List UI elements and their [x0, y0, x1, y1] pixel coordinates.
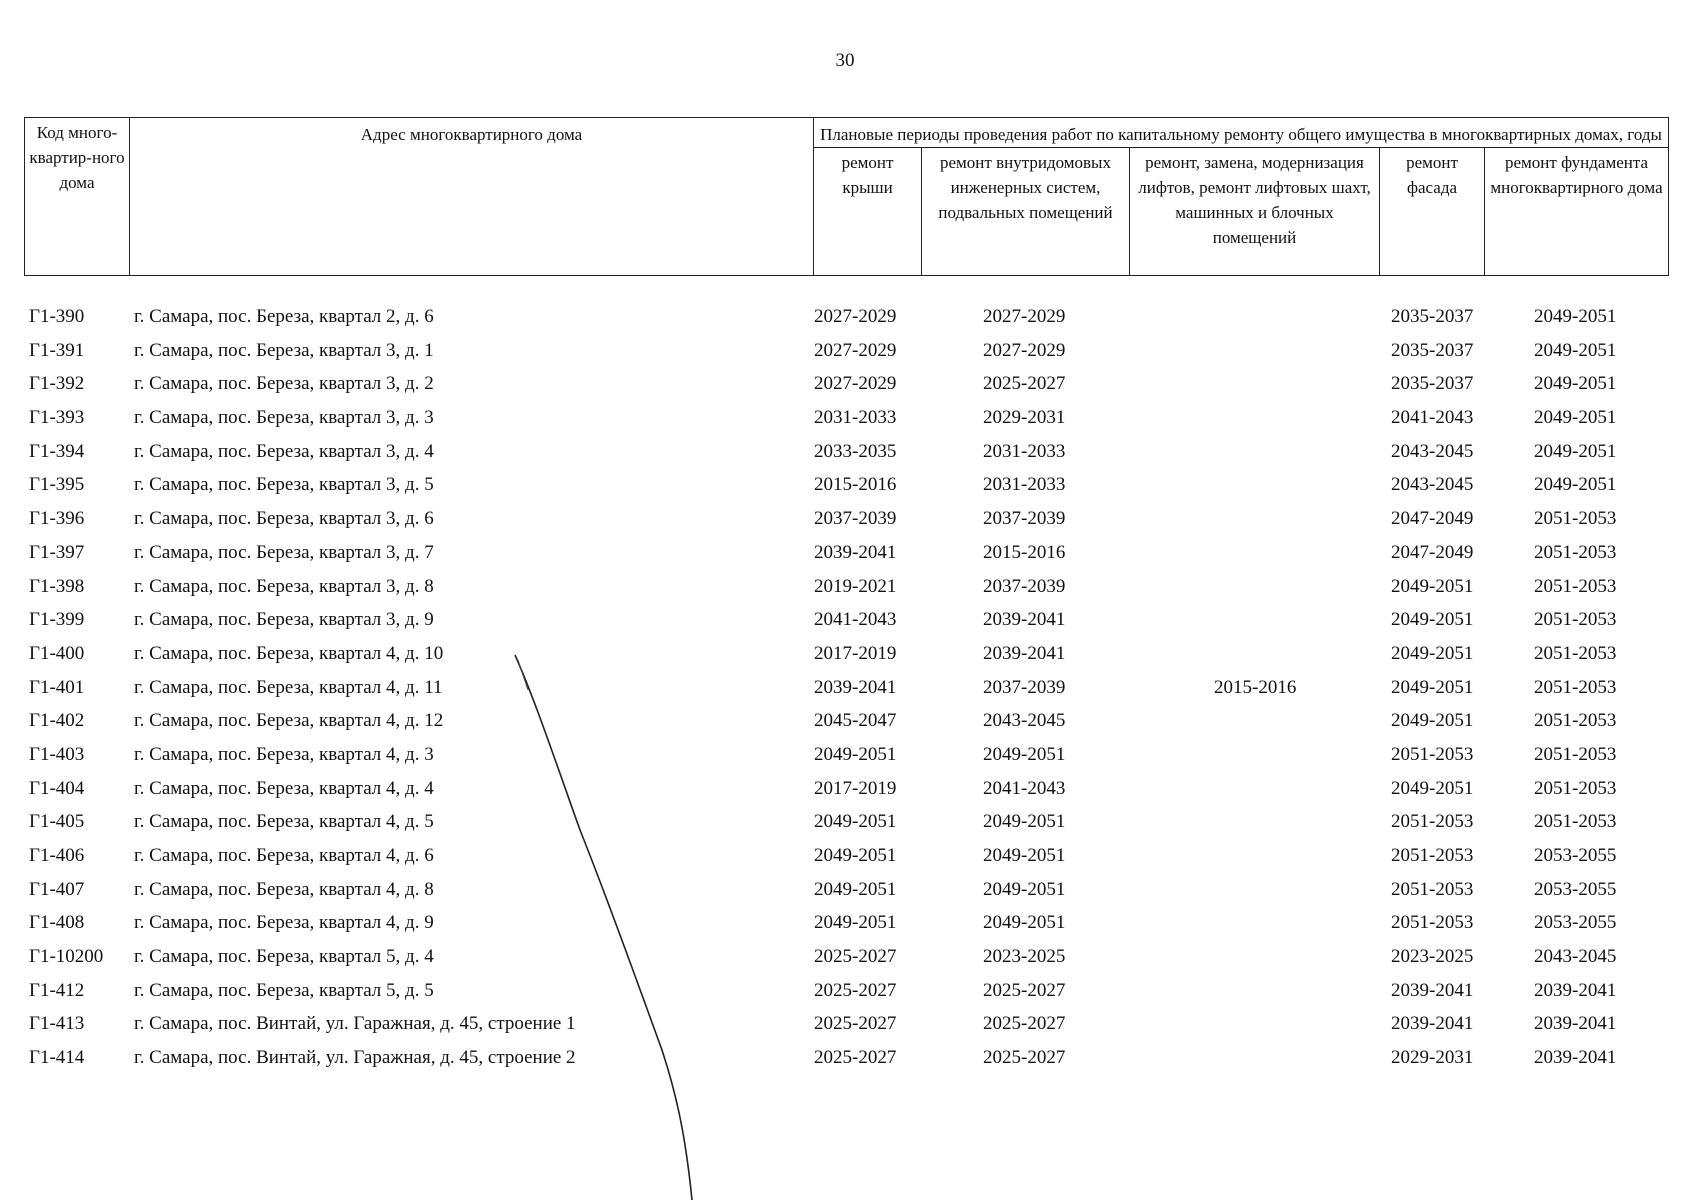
table-row	[24, 707, 1668, 741]
row-address: г. Самара, пос. Береза, квартал 3, д. 1	[134, 339, 434, 361]
row-code: Г1-404	[29, 777, 85, 799]
row-address: г. Самара, пос. Береза, квартал 4, д. 10	[134, 642, 444, 664]
row-roof-period: 2025-2027	[814, 1047, 897, 1069]
row-foundation-period: 2049-2051	[1534, 373, 1617, 395]
row-address: г. Самара, пос. Береза, квартал 4, д. 9	[134, 912, 434, 934]
row-address: г. Самара, пос. Береза, квартал 3, д. 2	[134, 373, 434, 395]
row-engineering-period: 2031-2033	[983, 440, 1066, 462]
row-roof-period: 2049-2051	[814, 845, 897, 866]
row-roof-period: 2025-2027	[814, 979, 897, 1001]
row-address: г. Самара, пос. Береза, квартал 5, д. 4	[134, 946, 434, 968]
row-foundation-period: 2039-2041	[1534, 979, 1617, 1001]
row-facade-period: 2049-2051	[1391, 710, 1474, 732]
table-row	[24, 404, 1668, 438]
row-address: г. Самара, пос. Береза, квартал 3, д. 8	[134, 575, 434, 597]
row-foundation-period: 2049-2051	[1534, 474, 1617, 496]
table-row	[24, 606, 1668, 640]
table-row	[24, 640, 1668, 674]
table-header	[24, 117, 1669, 276]
header-elevators: ремонт, замена, модернизация лифтов, ремонт лифтовых шахт, машинных и блочных помещений	[1130, 148, 1380, 276]
row-code: Г1-403	[29, 743, 85, 765]
row-roof-period: 2025-2027	[814, 946, 897, 968]
row-foundation-period: 2051-2053	[1534, 777, 1617, 799]
row-foundation-period: 2039-2041	[1534, 1047, 1617, 1069]
header-foundation: ремонт фундамента многоквартирного дома	[1485, 148, 1669, 276]
row-foundation-period: 2053-2055	[1534, 912, 1617, 934]
table-row	[24, 876, 1668, 910]
row-address: г. Самара, пос. Винтай, ул. Гаражная, д. 45, строение 2	[134, 1047, 576, 1069]
row-code: Г1-10200	[29, 946, 104, 968]
row-engineering-period: 2037-2039	[983, 508, 1066, 530]
row-code: Г1-395	[29, 474, 85, 496]
table-row	[24, 943, 1668, 977]
table-row	[24, 674, 1668, 708]
row-facade-period: 2023-2025	[1391, 946, 1474, 968]
row-roof-period: 2017-2019	[814, 777, 897, 799]
row-address: г. Самара, пос. Береза, квартал 3, д. 9	[134, 609, 434, 631]
row-engineering-period: 2037-2039	[983, 676, 1066, 698]
row-address: г. Самара, пос. Винтай, ул. Гаражная, д. 45, строение 1	[134, 1013, 576, 1035]
row-code: Г1-397	[29, 541, 85, 563]
table-row	[24, 808, 1668, 842]
header-engineering: ремонт внутридомовых инженерных систем, подвальных помещений	[922, 148, 1130, 276]
table-row	[24, 438, 1668, 472]
row-foundation-period: 2051-2053	[1534, 811, 1617, 833]
row-roof-period: 2049-2051	[814, 811, 897, 833]
header-facade: ремонт фасада	[1380, 148, 1485, 276]
row-code: Г1-412	[29, 979, 85, 1001]
row-engineering-period: 2039-2041	[983, 609, 1066, 631]
row-roof-period: 2045-2047	[814, 710, 897, 732]
row-address: г. Самара, пос. Береза, квартал 5, д. 5	[134, 979, 434, 1001]
row-foundation-period: 2043-2045	[1534, 946, 1617, 968]
row-engineering-period: 2037-2039	[983, 575, 1066, 597]
row-elevator-period: 2015-2016	[1214, 676, 1297, 698]
table-row	[24, 1044, 1668, 1078]
row-facade-period: 2043-2045	[1391, 474, 1474, 496]
row-facade-period: 2051-2053	[1391, 811, 1474, 833]
row-foundation-period: 2049-2051	[1534, 440, 1617, 462]
row-address: г. Самара, пос. Береза, квартал 3, д. 4	[134, 440, 434, 462]
row-address: г. Самара, пос. Береза, квартал 4, д. 12	[134, 710, 444, 732]
table-row	[24, 909, 1668, 943]
row-facade-period: 2035-2037	[1391, 339, 1474, 361]
row-address: г. Самара, пос. Береза, квартал 4, д. 4	[134, 777, 434, 799]
row-code: Г1-408	[29, 912, 85, 934]
row-code: Г1-399	[29, 609, 85, 631]
row-engineering-period: 2025-2027	[983, 1013, 1066, 1035]
row-roof-period: 2015-2016	[814, 474, 897, 496]
row-engineering-period: 2015-2016	[983, 541, 1066, 563]
row-roof-period: 2017-2019	[814, 642, 897, 664]
row-engineering-period: 2039-2041	[983, 642, 1066, 664]
row-roof-period: 2027-2029	[814, 373, 897, 395]
row-code: Г1-406	[29, 845, 85, 866]
row-facade-period: 2043-2045	[1391, 440, 1474, 462]
row-facade-period: 2049-2051	[1391, 575, 1474, 597]
row-engineering-period: 2027-2029	[983, 339, 1066, 361]
row-engineering-period: 2025-2027	[983, 1047, 1066, 1069]
row-facade-period: 2051-2053	[1391, 743, 1474, 765]
row-roof-period: 2037-2039	[814, 508, 897, 530]
header-address: Адрес многоквартирного дома	[130, 118, 814, 276]
table-row	[24, 370, 1668, 404]
row-facade-period: 2035-2037	[1391, 306, 1474, 327]
row-address: г. Самара, пос. Береза, квартал 4, д. 3	[134, 743, 434, 765]
row-roof-period: 2039-2041	[814, 676, 897, 698]
row-foundation-period: 2053-2055	[1534, 845, 1617, 866]
table-row	[24, 505, 1668, 539]
row-address: г. Самара, пос. Береза, квартал 3, д. 3	[134, 407, 434, 429]
row-facade-period: 2051-2053	[1391, 845, 1474, 866]
row-facade-period: 2047-2049	[1391, 508, 1474, 530]
row-facade-period: 2035-2037	[1391, 373, 1474, 395]
row-code: Г1-396	[29, 508, 85, 530]
row-foundation-period: 2049-2051	[1534, 306, 1617, 327]
row-engineering-period: 2049-2051	[983, 845, 1066, 866]
table-row	[24, 741, 1668, 775]
table-row	[24, 842, 1668, 876]
row-foundation-period: 2051-2053	[1534, 508, 1617, 530]
row-foundation-period: 2053-2055	[1534, 878, 1617, 900]
row-code: Г1-393	[29, 407, 85, 429]
header-code: Код много-квартир-ного дома	[25, 118, 130, 276]
row-foundation-period: 2039-2041	[1534, 1013, 1617, 1035]
row-roof-period: 2033-2035	[814, 440, 897, 462]
row-address: г. Самара, пос. Береза, квартал 4, д. 11	[134, 676, 443, 698]
table-body	[24, 303, 1668, 1078]
row-roof-period: 2049-2051	[814, 743, 897, 765]
row-facade-period: 2039-2041	[1391, 1013, 1474, 1035]
row-engineering-period: 2049-2051	[983, 878, 1066, 900]
row-code: Г1-401	[29, 676, 85, 698]
row-code: Г1-402	[29, 710, 85, 732]
row-roof-period: 2049-2051	[814, 912, 897, 934]
row-roof-period: 2039-2041	[814, 541, 897, 563]
row-engineering-period: 2049-2051	[983, 912, 1066, 934]
row-foundation-period: 2051-2053	[1534, 642, 1617, 664]
row-roof-period: 2019-2021	[814, 575, 897, 597]
row-address: г. Самара, пос. Береза, квартал 3, д. 6	[134, 508, 434, 530]
row-code: Г1-407	[29, 878, 85, 900]
table-row	[24, 573, 1668, 607]
row-engineering-period: 2027-2029	[983, 306, 1066, 327]
row-foundation-period: 2049-2051	[1534, 339, 1617, 361]
row-roof-period: 2025-2027	[814, 1013, 897, 1035]
row-code: Г1-392	[29, 373, 85, 395]
row-address: г. Самара, пос. Береза, квартал 3, д. 5	[134, 474, 434, 496]
row-code: Г1-405	[29, 811, 85, 833]
row-address: г. Самара, пос. Береза, квартал 4, д. 6	[134, 845, 434, 866]
row-code: Г1-400	[29, 642, 85, 664]
row-facade-period: 2047-2049	[1391, 541, 1474, 563]
row-roof-period: 2027-2029	[814, 339, 897, 361]
header-roof: ремонт крыши	[814, 148, 922, 276]
row-roof-period: 2027-2029	[814, 306, 897, 327]
table-row	[24, 539, 1668, 573]
row-address: г. Самара, пос. Береза, квартал 4, д. 8	[134, 878, 434, 900]
row-foundation-period: 2051-2053	[1534, 609, 1617, 631]
row-facade-period: 2049-2051	[1391, 609, 1474, 631]
row-facade-period: 2049-2051	[1391, 777, 1474, 799]
row-foundation-period: 2051-2053	[1534, 575, 1617, 597]
row-engineering-period: 2031-2033	[983, 474, 1066, 496]
row-code: Г1-394	[29, 440, 85, 462]
row-roof-period: 2041-2043	[814, 609, 897, 631]
row-facade-period: 2029-2031	[1391, 1047, 1474, 1069]
row-facade-period: 2041-2043	[1391, 407, 1474, 429]
table-row	[24, 337, 1668, 371]
row-foundation-period: 2051-2053	[1534, 710, 1617, 732]
row-engineering-period: 2041-2043	[983, 777, 1066, 799]
row-engineering-period: 2025-2027	[983, 979, 1066, 1001]
row-code: Г1-414	[29, 1047, 85, 1069]
row-address: г. Самара, пос. Береза, квартал 4, д. 5	[134, 811, 434, 833]
row-engineering-period: 2025-2027	[983, 373, 1066, 395]
row-foundation-period: 2051-2053	[1534, 743, 1617, 765]
row-address: г. Самара, пос. Береза, квартал 3, д. 7	[134, 541, 434, 563]
row-facade-period: 2051-2053	[1391, 912, 1474, 934]
table-row	[24, 977, 1668, 1011]
page-number: 30	[835, 50, 855, 71]
row-address: г. Самара, пос. Береза, квартал 2, д. 6	[134, 306, 434, 327]
row-engineering-period: 2029-2031	[983, 407, 1066, 429]
row-engineering-period: 2043-2045	[983, 710, 1066, 732]
row-code: Г1-390	[29, 306, 85, 327]
row-code: Г1-413	[29, 1013, 85, 1035]
table-row	[24, 1010, 1668, 1044]
row-code: Г1-391	[29, 339, 85, 361]
row-facade-period: 2039-2041	[1391, 979, 1474, 1001]
row-engineering-period: 2023-2025	[983, 946, 1066, 968]
table-row	[24, 303, 1668, 337]
row-facade-period: 2049-2051	[1391, 642, 1474, 664]
row-foundation-period: 2051-2053	[1534, 676, 1617, 698]
row-facade-period: 2049-2051	[1391, 676, 1474, 698]
row-foundation-period: 2051-2053	[1534, 541, 1617, 563]
row-roof-period: 2049-2051	[814, 878, 897, 900]
header-periods: Плановые периоды проведения работ по капитальному ремонту общего имущества в многоквартирных домах, годы	[814, 118, 1669, 148]
row-engineering-period: 2049-2051	[983, 743, 1066, 765]
row-engineering-period: 2049-2051	[983, 811, 1066, 833]
row-roof-period: 2031-2033	[814, 407, 897, 429]
row-code: Г1-398	[29, 575, 85, 597]
table-row	[24, 471, 1668, 505]
row-facade-period: 2051-2053	[1391, 878, 1474, 900]
table-row	[24, 775, 1668, 809]
row-foundation-period: 2049-2051	[1534, 407, 1617, 429]
